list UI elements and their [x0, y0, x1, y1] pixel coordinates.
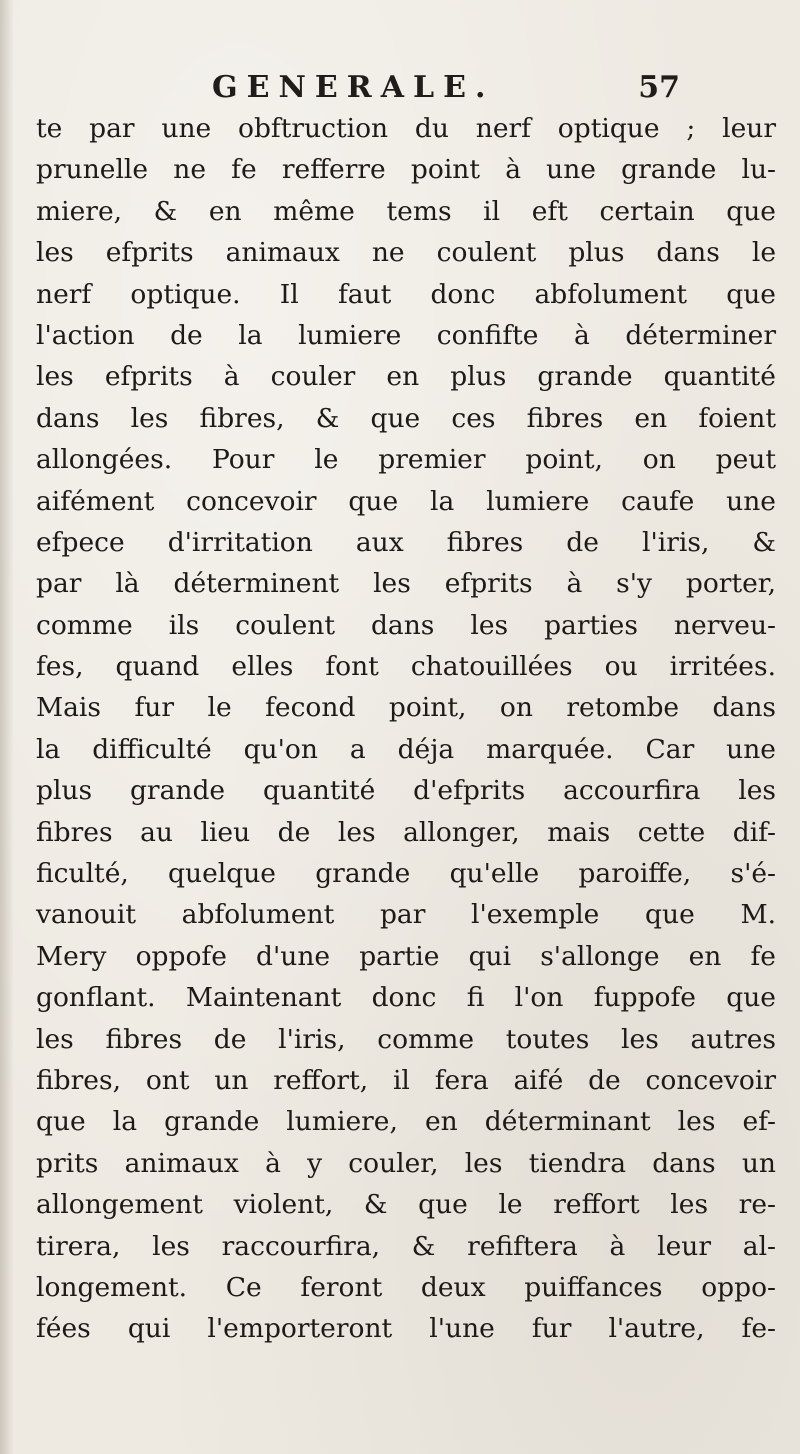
text-line: comme ils coulent dans les parties nerveu- [36, 609, 776, 641]
text-line: gonflant. Maintenant donc fi l'on fuppofe que [36, 982, 776, 1014]
running-head: GENERALE. [212, 70, 495, 105]
text-line: vanouit abfolument par l'exemple que M. [36, 899, 776, 931]
text-line: fes, quand elles font chatouillées ou irritées. [36, 651, 776, 683]
text-line: fées qui l'emporteront l'une fur l'autre, fe- [36, 1313, 776, 1345]
text-line: nerf optique. Il faut donc abfolument que [36, 278, 776, 310]
text-line: longement. Ce feront deux puiffances oppo- [36, 1271, 776, 1303]
text-line: efpece d'irritation aux fibres de l'iris, & [36, 526, 776, 558]
text-line: allongées. Pour le premier point, on peut [36, 444, 776, 476]
text-line: plus grande quantité d'efprits accourfira les [36, 775, 776, 807]
text-line: dans les fibres, & que ces fibres en foient [36, 402, 776, 434]
text-line: les efprits à couler en plus grande quantité [36, 361, 776, 393]
text-line: que la grande lumiere, en déterminant les ef- [36, 1106, 776, 1138]
body-text [36, 108, 776, 1350]
text-line: te par une obftruction du nerf optique ; leur [36, 113, 776, 144]
text-line: les efprits animaux ne coulent plus dans le [36, 237, 776, 269]
text-line: les fibres de l'iris, comme toutes les autres [36, 1023, 776, 1055]
page-number: 57 [638, 70, 680, 105]
text-line: prunelle ne fe refferre point à une grande lu- [36, 154, 776, 186]
text-line: Mery oppofe d'une partie qui s'allonge en fe [36, 940, 776, 972]
text-line: la difficulté qu'on a déja marquée. Car une [36, 733, 776, 765]
page-gutter-shadow [0, 0, 14, 1454]
text-line: fibres au lieu de les allonger, mais cette dif- [36, 816, 776, 848]
text-line: par là déterminent les efprits à s'y porter, [36, 568, 776, 600]
text-line: miere, & en même tems il eft certain que [36, 195, 776, 227]
text-line: fibres, ont un reffort, il fera aifé de concevoir [36, 1064, 776, 1096]
text-line: l'action de la lumiere confifte à déterminer [36, 319, 776, 351]
text-line: ficulté, quelque grande qu'elle paroiffe, s'é- [36, 858, 776, 890]
text-line: Mais fur le fecond point, on retombe dans [36, 692, 776, 724]
text-line: aifément concevoir que la lumiere caufe une [36, 485, 776, 517]
text-line: tirera, les raccourfira, & refiftera à leur al- [36, 1230, 776, 1262]
text-line: prits animaux à y couler, les tiendra dans un [36, 1147, 776, 1179]
text-line: allongement violent, & que le reffort les re- [36, 1189, 776, 1221]
